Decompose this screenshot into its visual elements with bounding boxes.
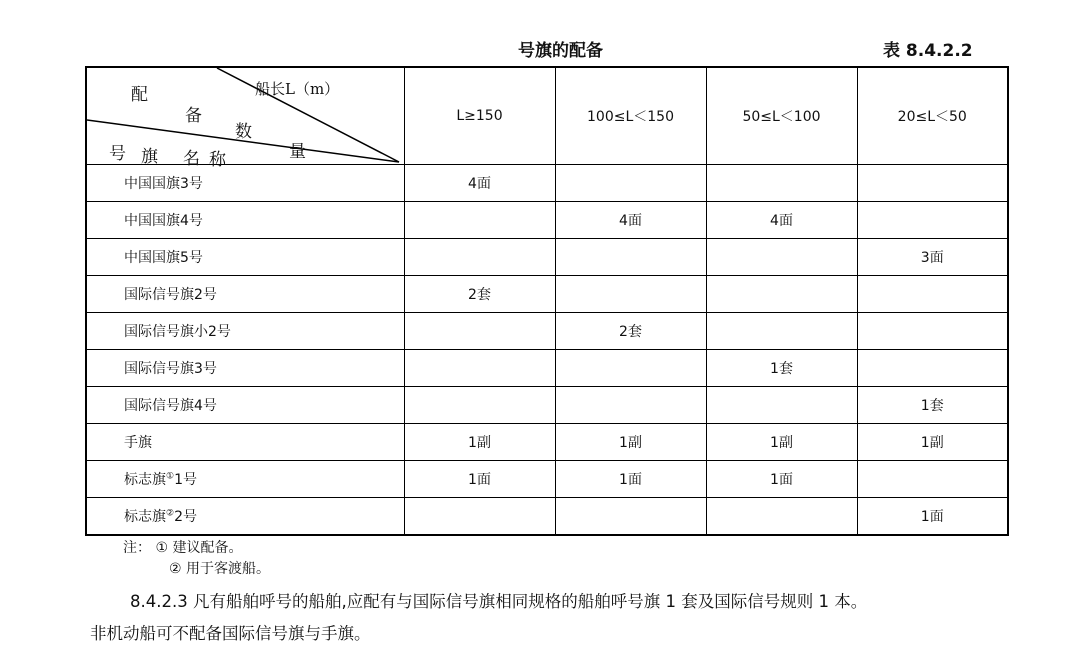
table-cell: 4面	[555, 202, 706, 239]
table-title: 号旗的配备	[518, 41, 603, 61]
table-cell: 1副	[555, 424, 706, 461]
table-cell: 1套	[857, 387, 1008, 424]
flag-name: 国际信号旗4号	[86, 387, 404, 424]
diag-char-hao: 号	[109, 144, 126, 164]
table-cell	[857, 350, 1008, 387]
table-cell	[706, 387, 857, 424]
paragraph-line-1: 8.4.2.3 凡有船舶呼号的船舶,应配有与国际信号旗相同规格的船舶呼号旗 1 套及国际信号规则 1 本。	[130, 592, 868, 611]
column-header: 50≤L＜100	[706, 67, 857, 165]
footnote-mark: ②	[166, 508, 175, 519]
diag-char-pei: 配	[131, 85, 148, 105]
table-cell: 1面	[857, 498, 1008, 536]
footnote-mark: ①	[166, 471, 175, 482]
table-cell	[404, 498, 555, 536]
column-header: 100≤L＜150	[555, 67, 706, 165]
table-cell	[857, 461, 1008, 498]
flag-name: 标志旗②2号	[86, 498, 404, 536]
table-cell	[555, 387, 706, 424]
table-cell: 2套	[404, 276, 555, 313]
table-number: 表 8.4.2.2	[883, 41, 973, 61]
table-row	[86, 239, 1008, 276]
flag-name: 国际信号旗小2号	[86, 313, 404, 350]
table-cell: 1套	[706, 350, 857, 387]
table-cell	[555, 165, 706, 202]
flag-equipment-table	[85, 66, 1009, 536]
table-cell	[555, 276, 706, 313]
table-cell: 1副	[706, 424, 857, 461]
table-cell	[706, 313, 857, 350]
diag-char-ming: 名	[183, 149, 200, 169]
diag-char-liang: 量	[289, 142, 306, 162]
table-cell: 1面	[706, 461, 857, 498]
table-row	[86, 350, 1008, 387]
table-notes	[123, 538, 270, 580]
table-cell	[857, 202, 1008, 239]
table-cell: 2套	[555, 313, 706, 350]
table-header-row	[86, 67, 1008, 165]
table-cell: 3面	[857, 239, 1008, 276]
table-cell	[706, 276, 857, 313]
diag-char-shu: 数	[235, 122, 252, 142]
table-row	[86, 498, 1008, 536]
table-cell	[706, 239, 857, 276]
table-cell: 1副	[404, 424, 555, 461]
table-cell: 1面	[404, 461, 555, 498]
flag-name: 手旗	[86, 424, 404, 461]
table-row	[86, 276, 1008, 313]
table-row	[86, 165, 1008, 202]
table-cell: 1副	[857, 424, 1008, 461]
table-cell	[857, 313, 1008, 350]
table-cell: 4面	[706, 202, 857, 239]
flag-name: 国际信号旗2号	[86, 276, 404, 313]
flag-name: 中国国旗5号	[86, 239, 404, 276]
table-cell	[706, 498, 857, 536]
flag-name: 中国国旗4号	[86, 202, 404, 239]
table-cell	[404, 239, 555, 276]
table-cell	[404, 202, 555, 239]
note-2: ② 用于客渡船。	[169, 561, 271, 577]
note-1: 注： ① 建议配备。	[123, 540, 243, 556]
diag-char-qi: 旗	[141, 147, 158, 167]
table-row	[86, 313, 1008, 350]
flag-name: 中国国旗3号	[86, 165, 404, 202]
notes-label: 注：	[123, 540, 151, 556]
table-cell	[555, 498, 706, 536]
flag-name: 标志旗①1号	[86, 461, 404, 498]
table-cell	[857, 165, 1008, 202]
table-cell: 4面	[404, 165, 555, 202]
diag-char-bei: 备	[185, 106, 202, 126]
table-cell	[555, 350, 706, 387]
table-row	[86, 461, 1008, 498]
table-cell: 1面	[555, 461, 706, 498]
flag-name: 国际信号旗3号	[86, 350, 404, 387]
column-header: L≥150	[404, 67, 555, 165]
table-row	[86, 202, 1008, 239]
table-row	[86, 387, 1008, 424]
table-row	[86, 424, 1008, 461]
table-cell	[404, 313, 555, 350]
table-cell	[404, 387, 555, 424]
column-header: 20≤L＜50	[857, 67, 1008, 165]
diagonal-header-cell	[86, 67, 404, 170]
table-cell	[857, 276, 1008, 313]
table-cell	[706, 165, 857, 202]
table-cell	[555, 239, 706, 276]
diag-ship-length: 船长L（m）	[255, 80, 340, 98]
table-cell	[404, 350, 555, 387]
diag-char-cheng: 称	[209, 150, 226, 170]
paragraph-line-2: 非机动船可不配备国际信号旗与手旗。	[90, 624, 371, 643]
